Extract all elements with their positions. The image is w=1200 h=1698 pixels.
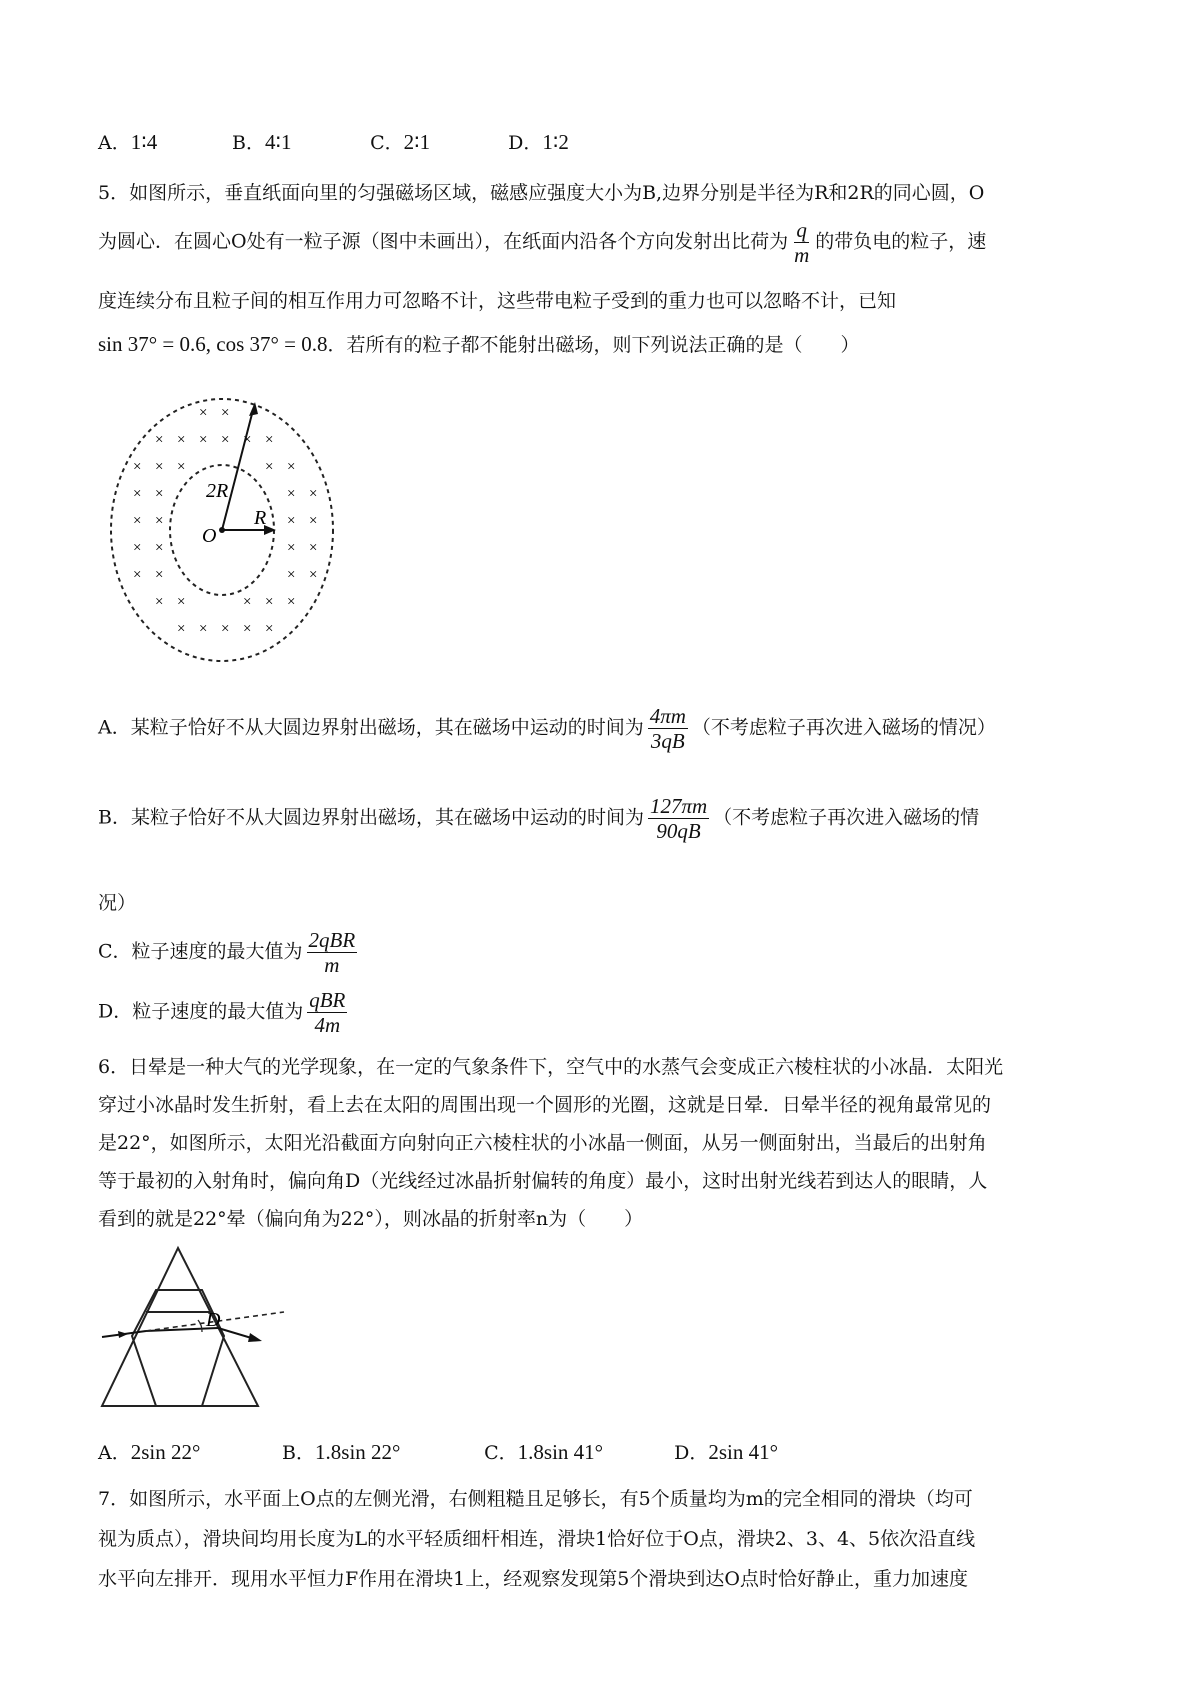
field-cross-mark: × (199, 405, 208, 421)
field-cross-mark: × (287, 513, 296, 529)
q5-option-b-continued: 况） (98, 892, 137, 914)
field-cross-mark: × (309, 567, 318, 583)
center-point (219, 527, 225, 533)
field-cross-mark: × (155, 513, 164, 529)
q7-line-1: 7．如图所示，水平面上O点的左侧光滑，右侧粗糙且足够长，有5个质量均为m的完全相同的滑块（均可 (98, 1488, 973, 1510)
field-cross-mark: × (287, 594, 296, 610)
q5-option-d: D．粒子速度的最大值为 $\frac{\text{qBR}}{4m}$ (98, 988, 346, 1038)
q5-option-c: C．粒子速度的最大值为 $\frac{\text{2qBR}}{m}$ (98, 928, 356, 978)
q6-options (98, 1438, 778, 1465)
q6-option-a: A．2sin 22° (98, 1440, 201, 1464)
triangle-outline (102, 1248, 258, 1406)
field-cross-mark: × (287, 486, 296, 502)
deviation-angle-label: D (206, 1309, 221, 1331)
field-cross-mark: × (133, 567, 142, 583)
deviation-angle-arc (198, 1320, 202, 1332)
field-cross-mark: × (155, 486, 164, 502)
field-cross-mark: × (155, 540, 164, 556)
field-cross-mark: × (221, 405, 230, 421)
field-cross-mark: × (287, 459, 296, 475)
field-cross-mark: × (133, 513, 142, 529)
q5-line-1: 5．如图所示，垂直纸面向里的匀强磁场区域，磁感应强度大小为B,边界分别是半径为R和2R的同心圆，O (98, 182, 985, 204)
q6-option-d: D．2sin 41° (674, 1440, 779, 1464)
q6-line-4: 等于最初的入射角时，偏向角D（光线经过冰晶折射偏转的角度）最小，这时出射光线若到达人的眼睛，人 (98, 1170, 988, 1192)
q6-ice-crystal-figure (98, 1242, 298, 1417)
q6-option-b: B．1.8sin 22° (282, 1440, 401, 1464)
field-cross-mark: × (309, 540, 318, 556)
q5-line-4: sin 37° = 0.6, cos 37° = 0.8．若所有的粒子都不能射出磁场，则下列说法正确的是（ ） (98, 332, 860, 356)
q6-line-2: 穿过小冰晶时发生折射，看上去在太阳的周围出现一个圆形的光圈，这就是日晕．日晕半径的视角最常见的 (98, 1094, 992, 1116)
q4-option-b: B．4∶1 (232, 130, 292, 154)
field-cross-mark: × (155, 594, 164, 610)
outer-radius-arrow (222, 410, 253, 530)
q6-line-1: 6．日晕是一种大气的光学现象，在一定的气象条件下，空气中的水蒸气会变成正六棱柱状的小冰晶．太阳光 (98, 1056, 1004, 1078)
field-cross-mark: × (265, 594, 274, 610)
q6-line-3: 是22°，如图所示，太阳光沿截面方向射向正六棱柱状的小冰晶一侧面，从另一侧面射出，当最后的出射角 (98, 1132, 987, 1154)
q5-line-3: 度连续分布且粒子间的相互作用力可忽略不计，这些带电粒子受到的重力也可以忽略不计，已知 (98, 290, 897, 312)
q6-option-c: C．1.8sin 41° (484, 1440, 604, 1464)
q4-options (98, 128, 569, 155)
incident-ray-arrowhead (118, 1331, 128, 1338)
inner-radius-label: R (254, 507, 267, 529)
q5-charge-mass-fraction: $\frac{q}{m}$ (794, 218, 810, 268)
field-cross-mark: × (243, 621, 252, 637)
field-cross-mark: × (243, 594, 252, 610)
field-cross-mark: × (177, 459, 186, 475)
field-cross-mark: × (177, 432, 186, 448)
q4-option-d: D．1∶2 (508, 130, 569, 154)
outer-radius-label: 2R (206, 480, 229, 502)
center-label: O (202, 525, 217, 547)
field-cross-mark: × (177, 594, 186, 610)
field-cross-mark: × (133, 540, 142, 556)
q4-option-a: A．1∶4 (98, 130, 158, 154)
field-cross-mark: × (309, 486, 318, 502)
field-cross-mark: × (133, 486, 142, 502)
field-cross-mark: × (133, 459, 142, 475)
field-cross-mark: × (287, 540, 296, 556)
field-cross-mark: × (155, 459, 164, 475)
q4-option-c: C．2∶1 (370, 130, 431, 154)
field-cross-mark: × (287, 567, 296, 583)
field-cross-mark: × (155, 432, 164, 448)
field-cross-mark: × (265, 432, 274, 448)
q7-line-3: 水平向左排开．现用水平恒力F作用在滑块1上，经观察发现第5个滑块到达O点时恰好静止，重力加速度 (98, 1568, 968, 1590)
hexagon-cross-section (132, 1290, 224, 1406)
q5-line-2: 为圆心．在圆心O处有一粒子源（图中未画出），在纸面内沿各个方向发射出比荷为 $\frac{q}{m}$ 的带负电的粒子，速 (98, 218, 987, 268)
field-cross-mark: × (177, 621, 186, 637)
field-cross-mark: × (221, 432, 230, 448)
field-cross-mark: × (199, 432, 208, 448)
field-cross-mark: × (265, 621, 274, 637)
emergent-ray-arrowhead (248, 1333, 262, 1342)
q5-magnetic-field-figure (98, 392, 338, 672)
field-cross-mark: × (243, 432, 252, 448)
field-cross-mark: × (221, 621, 230, 637)
q5-option-a: A．某粒子恰好不从大圆边界射出磁场，其在磁场中运动的时间为 $\frac{4\pi m}{3qB}$ （不考虑粒子再次进入磁场的情况） (98, 704, 996, 754)
field-cross-mark: × (265, 459, 274, 475)
field-cross-mark: × (309, 513, 318, 529)
q6-line-5: 看到的就是22°晕（偏向角为22°），则冰晶的折射率n为（ ） (98, 1208, 644, 1230)
field-cross-mark: × (199, 621, 208, 637)
q7-line-2: 视为质点），滑块间均用长度为L的水平轻质细杆相连，滑块1恰好位于O点，滑块2、3、4、5依次沿直线 (98, 1528, 976, 1550)
field-cross-mark: × (155, 567, 164, 583)
q5-option-b: B．某粒子恰好不从大圆边界射出磁场，其在磁场中运动的时间为 $\frac{127\pi m}{90qB}$ （不考虑粒子再次进入磁场的情 (98, 794, 980, 844)
